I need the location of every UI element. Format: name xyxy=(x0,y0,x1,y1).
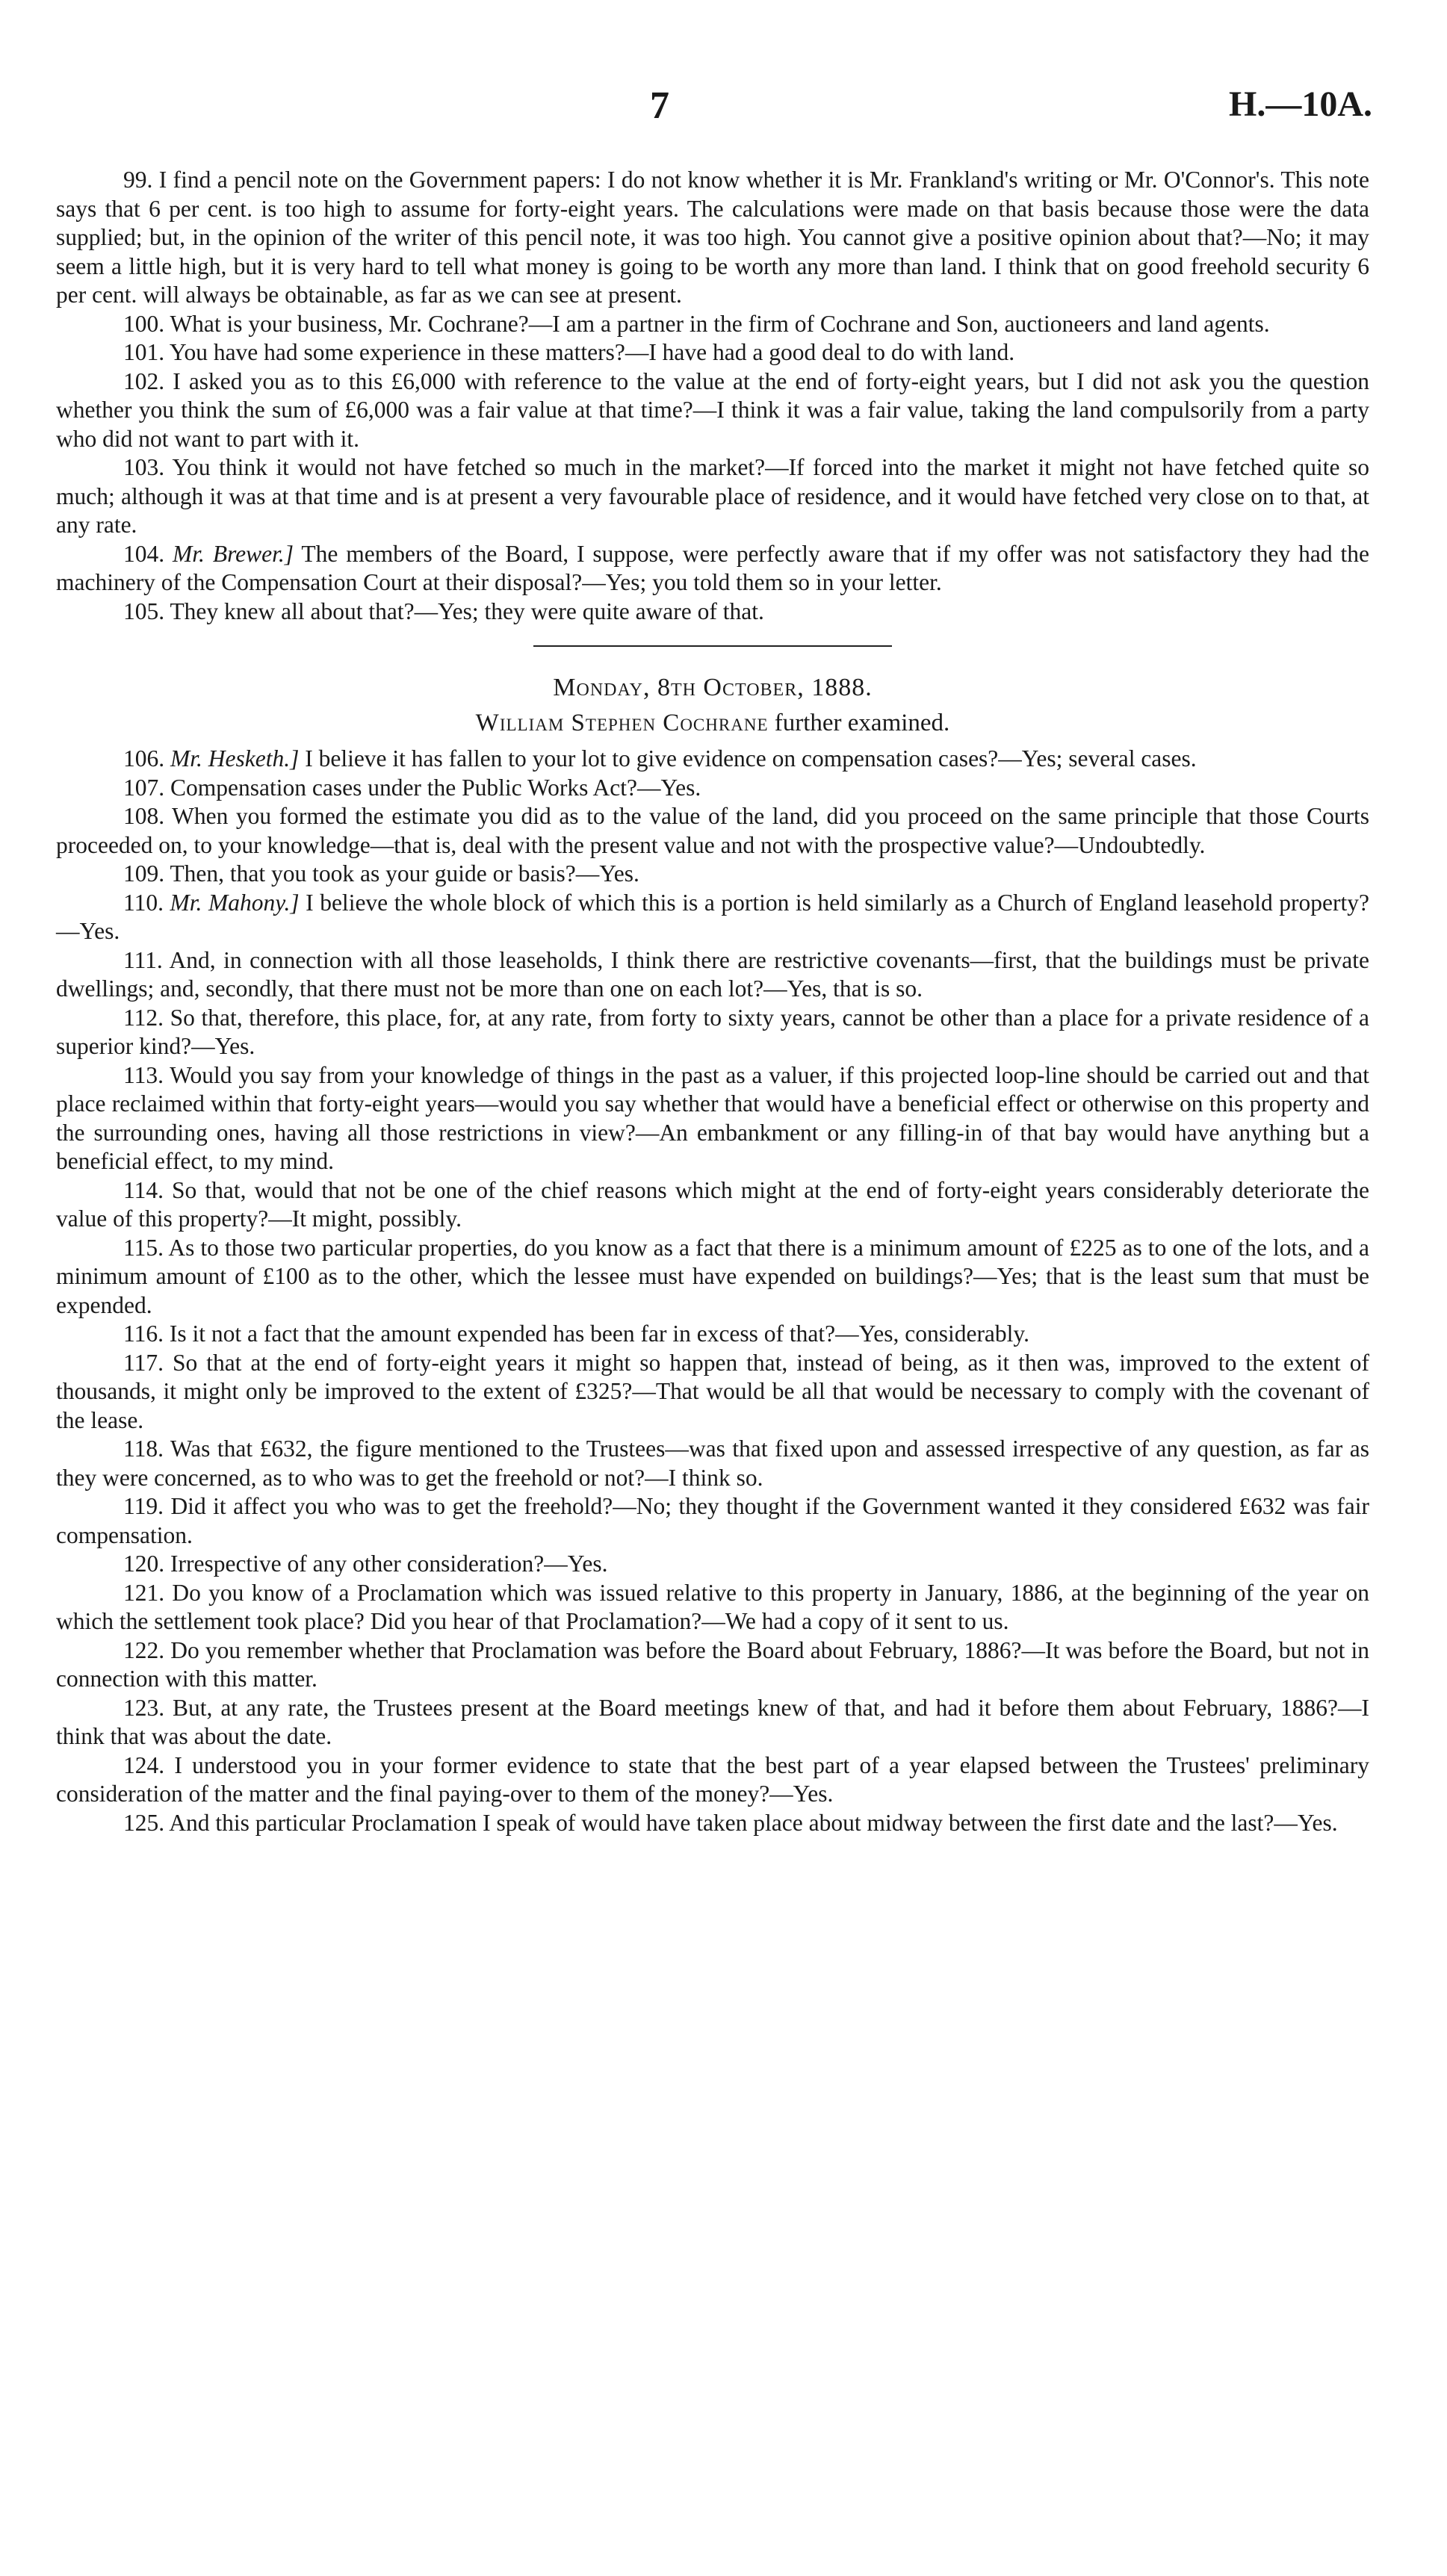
question-101 xyxy=(56,338,1369,367)
question-110 xyxy=(56,889,1369,946)
question-text: I believe the whole block of which this is a portion is held similarly as a Church of England leasehold property?—Yes. xyxy=(56,889,1369,944)
question-number: 106. xyxy=(123,745,165,772)
question-108 xyxy=(56,802,1369,860)
question-120 xyxy=(56,1550,1369,1579)
question-number: 100. xyxy=(123,310,165,337)
question-text: I asked you as to this £6,000 with reference to the value at the end of forty-eight years, but I did not ask you the question whether you think the sum of £6,000 was a fair value at that time?—I think it was a fair value, taking the land compulsorily from a party who did not want to part with it. xyxy=(56,367,1370,452)
question-text: So that, therefore, this place, for, at any rate, from forty to sixty years, cannot be other than a place for a private residence of a superior kind?—Yes. xyxy=(56,1004,1370,1059)
document-body xyxy=(56,166,1369,1837)
question-text: Irrespective of any other consideration?—Yes. xyxy=(170,1551,608,1577)
question-105 xyxy=(56,598,1369,627)
question-number: 119. xyxy=(123,1493,164,1519)
question-number: 107. xyxy=(123,774,165,801)
question-number: 111. xyxy=(123,946,163,973)
question-text: Did it affect you who was to get the freehold?—No; they thought if the Government wanted it they considered £632 was fair compensation. xyxy=(56,1493,1370,1548)
question-number: 118. xyxy=(123,1436,164,1462)
question-number: 104. xyxy=(123,540,165,567)
question-119 xyxy=(56,1492,1369,1550)
question-number: 99. xyxy=(123,167,153,193)
question-number: 122. xyxy=(123,1636,165,1663)
question-text: And this particular Proclamation I speak of would have taken place about midway between the first date and the last?—Yes. xyxy=(169,1809,1338,1836)
witness-suffix: further examined. xyxy=(774,709,950,736)
page-number: 7 xyxy=(650,84,669,127)
question-text: Would you say from your knowledge of things in the past as a valuer, if this projected loop-line should be carried out and that place reclaimed within that forty-eight years—would you say whether that would have a beneficial effect or otherwise on this property and the surrounding ones, having all those restrictions in view?—An embankment or any filling-in of that bay would have anything but a beneficial effect, to my mind. xyxy=(56,1061,1369,1174)
document-reference: H.—10A. xyxy=(1229,84,1372,124)
question-number: 121. xyxy=(123,1579,165,1606)
question-number: 101. xyxy=(123,339,165,365)
witness-name: William Stephen Cochrane xyxy=(475,709,769,736)
question-text: Do you remember whether that Proclamation was before the Board about February, 1886?—It was before the Board, but not in connection with this matter. xyxy=(56,1636,1370,1692)
question-text: You have had some experience in these matters?—I have had a good deal to do with land. xyxy=(169,339,1015,365)
question-text: Is it not a fact that the amount expended has been far in excess of that?—Yes, considerably. xyxy=(169,1320,1029,1347)
section-divider xyxy=(533,645,892,647)
question-text: So that at the end of forty-eight years it might so happen that, instead of being, as it then was, improved to the extent of thousands, it might only be improved to the extent of £325?—That would be all that would be necessary to comply with the covenant of the lease. xyxy=(56,1349,1370,1433)
question-100 xyxy=(56,310,1369,339)
question-number: 108. xyxy=(123,803,165,829)
question-text: The members of the Board, I suppose, were perfectly aware that if my offer was not satisfactory they had the machinery of the Compensation Court at their disposal?—Yes; you told them so in your letter. xyxy=(56,540,1370,595)
question-number: 123. xyxy=(123,1694,165,1721)
question-109 xyxy=(56,860,1369,889)
question-122 xyxy=(56,1636,1369,1694)
question-text: They knew all about that?—Yes; they were quite aware of that. xyxy=(170,598,764,624)
question-125 xyxy=(56,1809,1369,1838)
question-number: 105. xyxy=(123,598,165,624)
page-header xyxy=(0,84,1447,143)
section-two xyxy=(56,745,1369,1837)
question-118 xyxy=(56,1435,1369,1492)
question-number: 124. xyxy=(123,1751,165,1778)
question-number: 113. xyxy=(123,1061,164,1088)
question-text: And, in connection with all those leaseholds, I think there are restrictive covenants—first, that the buildings must be private dwellings; and, secondly, that there must not be more than one on each lot?—Yes, that is so. xyxy=(56,946,1369,1002)
question-117 xyxy=(56,1349,1369,1436)
question-text: I find a pencil note on the Government papers: I do not know whether it is Mr. Frankland's writing or Mr. O'Connor's. This note says that 6 per cent. is too high to assume for forty-eight years. The calculations were made on that basis because those were the data supplied; but, in the opinion of the writer of this pencil note, it was too high. You cannot give a positive opinion about that?—No; it may seem a little high, but it is very hard to tell what money is going to be worth any more than land. I think that on good freehold security 6 per cent. will always be obtainable, as far as we can see at present. xyxy=(56,167,1370,308)
question-113 xyxy=(56,1061,1369,1176)
session-date: Monday, 8th October, 1888. xyxy=(553,674,873,701)
question-text: I believe it has fallen to your lot to give evidence on compensation cases?—Yes; several cases. xyxy=(305,745,1197,772)
section-one xyxy=(56,166,1369,626)
question-text: Do you know of a Proclamation which was issued relative to this property in January, 1886, at the beginning of the year on which the settlement took place? Did you hear of that Proclamation?—We had a copy of it sent to us. xyxy=(56,1579,1370,1634)
question-number: 112. xyxy=(123,1004,164,1031)
question-121 xyxy=(56,1579,1369,1636)
question-102 xyxy=(56,367,1369,454)
question-text: But, at any rate, the Trustees present at the Board meetings knew of that, and had it before them about February, 1886?—I think that was about the date. xyxy=(56,1694,1369,1749)
question-111 xyxy=(56,946,1369,1004)
question-104 xyxy=(56,540,1369,598)
speaker-name: Mr. Hesketh.] xyxy=(170,745,300,772)
question-text: I understood you in your former evidence to state that the best part of a year elapsed between the Trustees' preliminary consideration of the matter and the final paying-over to them of the money?—Yes. xyxy=(56,1751,1370,1807)
question-number: 116. xyxy=(123,1320,164,1347)
question-112 xyxy=(56,1004,1369,1061)
question-number: 117. xyxy=(123,1349,164,1376)
question-115 xyxy=(56,1234,1369,1320)
question-text: Then, that you took as your guide or basis?—Yes. xyxy=(170,860,639,887)
question-116 xyxy=(56,1320,1369,1349)
question-number: 120. xyxy=(123,1551,165,1577)
question-text: What is your business, Mr. Cochrane?—I am a partner in the firm of Cochrane and Son, auctioneers and land agents. xyxy=(170,310,1270,337)
question-number: 125. xyxy=(123,1809,165,1836)
witness-heading xyxy=(56,709,1369,738)
question-103 xyxy=(56,453,1369,540)
question-number: 102. xyxy=(123,367,165,394)
question-text: As to those two particular properties, do you know as a fact that there is a minimum amount of £225 as to one of the lots, and a minimum amount of £100 as to the other, which the lessee must have expended on buildings?—Yes; that is the least sum that must be expended. xyxy=(56,1234,1369,1318)
question-number: 109. xyxy=(123,860,165,887)
question-text: Was that £632, the figure mentioned to the Trustees—was that fixed upon and assessed irrespective of any question, as far as they were concerned, as to who was to get the freehold or not?—I think so. xyxy=(56,1436,1370,1491)
question-106 xyxy=(56,745,1369,774)
question-text: So that, would that not be one of the chief reasons which might at the end of forty-eight years considerably deteriorate the value of this property?—It might, possibly. xyxy=(56,1176,1369,1232)
question-107 xyxy=(56,774,1369,803)
question-99 xyxy=(56,166,1369,310)
question-123 xyxy=(56,1694,1369,1751)
speaker-name: Mr. Mahony.] xyxy=(170,889,300,916)
speaker-name: Mr. Brewer.] xyxy=(173,540,294,567)
question-text: You think it would not have fetched so much in the market?—If forced into the market it might not have fetched quite so much; although it was at that time and is at present a very favourable place of residence, and it would have fetched very close on to that, at any rate. xyxy=(56,454,1369,538)
question-text: When you formed the estimate you did as to the value of the land, did you proceed on the same principle that those Courts proceeded on, to your knowledge—that is, deal with the present value and not with the prospective value?—Undoubtedly. xyxy=(56,803,1369,858)
question-number: 115. xyxy=(123,1234,164,1261)
question-124 xyxy=(56,1751,1369,1809)
question-114 xyxy=(56,1176,1369,1234)
question-number: 114. xyxy=(123,1176,164,1203)
question-number: 103. xyxy=(123,454,165,480)
question-number: 110. xyxy=(123,889,164,916)
question-text: Compensation cases under the Public Works Act?—Yes. xyxy=(170,774,701,801)
